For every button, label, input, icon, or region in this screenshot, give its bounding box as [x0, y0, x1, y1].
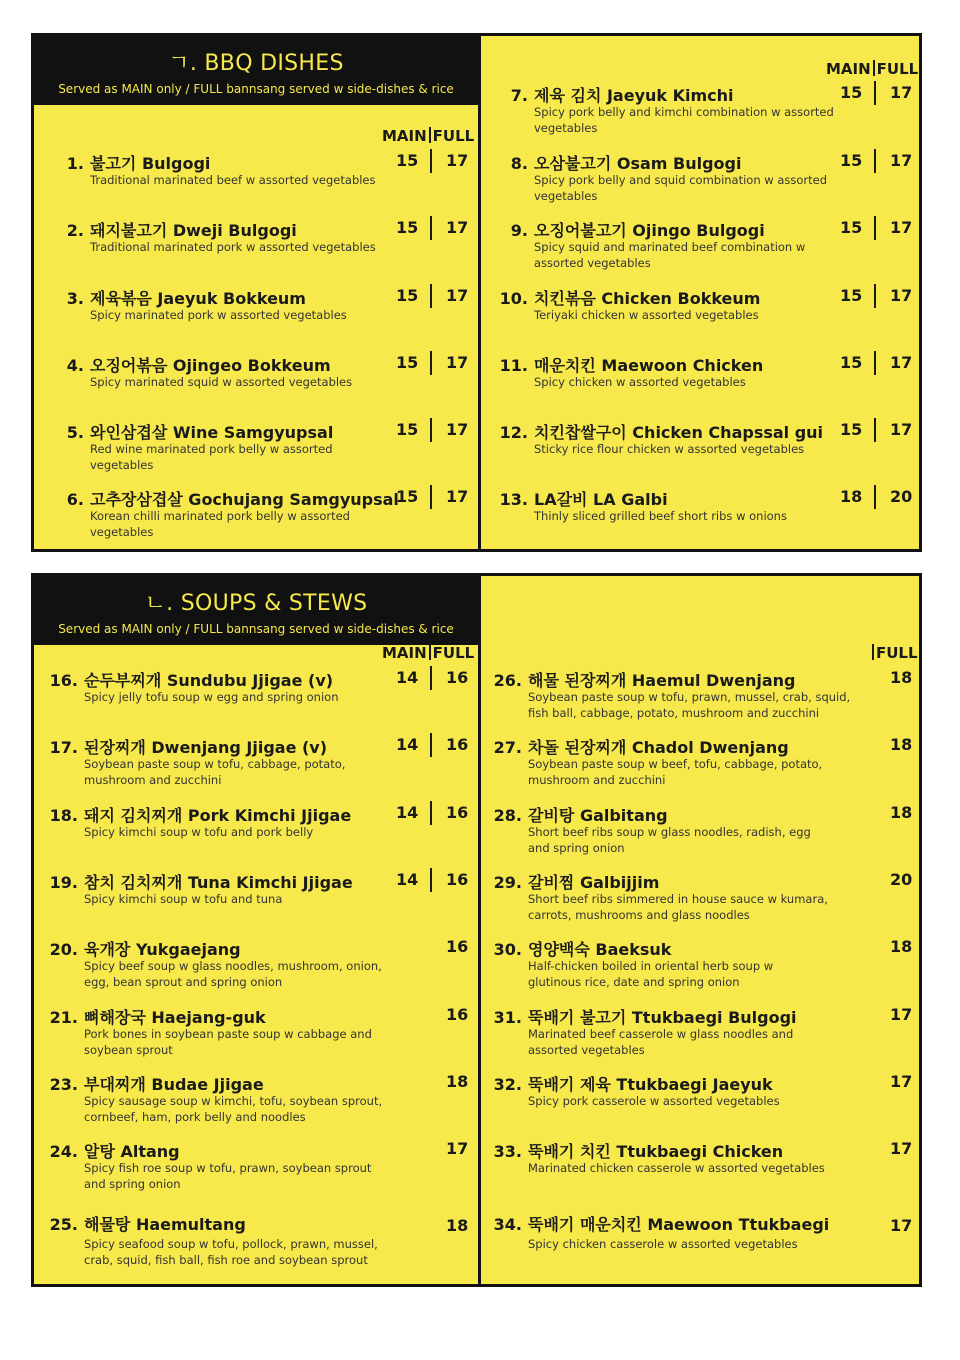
bbq-right-column-headers — [826, 60, 918, 78]
soups-left-column-headers — [382, 644, 474, 662]
item-description: Marinated chicken casserole w assorted vegetables — [528, 1161, 825, 1175]
item-description: Spicy seafood soup w tofu, pollock, prawn, mussel, crab, squid, fish ball, fish roe and soybean sprout — [84, 1237, 378, 1267]
price-separator — [874, 284, 876, 308]
full-price: 18 — [446, 1072, 469, 1091]
item-title: 뼈해장국 Haejang-guk — [84, 1008, 266, 1027]
item-title: 차돌 된장찌개 Chadol Dwenjang — [528, 738, 789, 757]
main-price: 15 — [396, 286, 419, 305]
main-price: 15 — [840, 83, 863, 102]
item-name — [48, 1072, 264, 1095]
item-description: Soybean paste soup w tofu, cabbage, potato, mushroom and zucchini — [84, 757, 346, 787]
item-name — [48, 803, 351, 826]
item-title: 갈비찜 Galbijjim — [528, 873, 660, 892]
bbq-title: ㄱ. BBQ DISHES — [168, 51, 344, 76]
main-price: 15 — [396, 420, 419, 439]
item-name — [498, 353, 763, 376]
main-price: 15 — [840, 420, 863, 439]
full-price: 16 — [446, 668, 469, 687]
full-price: 18 — [446, 1216, 469, 1235]
price-separator — [430, 216, 432, 240]
item-title: 돼지불고기 Dweji Bulgogi — [90, 221, 297, 240]
item-number: 28. — [493, 806, 522, 825]
soups-header — [34, 576, 478, 645]
item-title: 부대찌개 Budae Jjigae — [84, 1075, 264, 1094]
item-name — [48, 937, 241, 960]
item-title: 치킨찹쌀구이 Chicken Chapssal gui — [534, 423, 824, 442]
item-name — [54, 286, 306, 309]
main-column-label: MAIN — [826, 60, 871, 78]
main-column-label: MAIN — [382, 644, 427, 662]
full-price: 17 — [446, 286, 469, 305]
full-price: 17 — [446, 218, 469, 237]
item-name — [498, 286, 760, 309]
item-number: 5. — [66, 423, 84, 442]
item-name — [54, 218, 297, 241]
full-price: 18 — [890, 735, 913, 754]
item-number: 27. — [493, 738, 522, 757]
item-title: 순두부찌개 Sundubu Jjigae (v) — [84, 671, 334, 690]
item-number: 25. — [49, 1215, 78, 1234]
price-separator — [874, 216, 876, 240]
item-number: 4. — [66, 356, 84, 375]
item-description: Spicy jelly tofu soup w egg and spring onion — [84, 690, 339, 704]
full-price: 17 — [890, 1072, 913, 1091]
item-number: 1. — [66, 154, 84, 173]
full-price: 16 — [446, 1005, 469, 1024]
full-price: 17 — [890, 1139, 913, 1158]
item-title: 뚝배기 불고기 Ttukbaegi Bulgogi — [528, 1008, 797, 1027]
full-price: 16 — [446, 735, 469, 754]
full-price: 20 — [890, 487, 913, 506]
column-divider — [478, 36, 481, 549]
full-price: 17 — [446, 420, 469, 439]
full-price: 17 — [890, 286, 913, 305]
item-description: Korean chilli marinated pork belly w assorted vegetables — [90, 509, 350, 539]
full-price: 17 — [890, 1005, 913, 1024]
item-title: 영양백숙 Baeksuk — [528, 940, 672, 959]
full-price: 17 — [446, 151, 469, 170]
item-number: 7. — [510, 86, 528, 105]
full-price: 17 — [446, 487, 469, 506]
bbq-left-column-headers — [382, 127, 474, 145]
item-description: Short beef ribs soup w glass noodles, radish, egg and spring onion — [528, 825, 811, 855]
item-description: Spicy kimchi soup w tofu and pork belly — [84, 825, 314, 839]
item-name — [492, 668, 795, 691]
item-title: 치킨볶음 Chicken Bokkeum — [534, 289, 761, 308]
price-separator — [430, 351, 432, 375]
full-price: 17 — [890, 353, 913, 372]
item-title: 매운치킨 Maewoon Chicken — [534, 356, 764, 375]
item-number: 20. — [49, 940, 78, 959]
item-title: 뚝배기 치킨 Ttukbaegi Chicken — [528, 1142, 784, 1161]
item-description: Spicy beef soup w glass noodles, mushroom, onion, egg, bean sprout and spring onion — [84, 959, 382, 989]
item-title: 오징어볶음 Ojingeo Bokkeum — [90, 356, 331, 375]
item-description: Spicy chicken casserole w assorted vegetables — [528, 1237, 798, 1251]
item-number: 12. — [499, 423, 528, 442]
item-number: 24. — [49, 1142, 78, 1161]
item-number: 2. — [66, 221, 84, 240]
item-description: Spicy pork belly and kimchi combination w assorted vegetables — [534, 105, 834, 135]
price-separator — [874, 485, 876, 509]
item-name — [492, 1212, 829, 1235]
item-title: 해물 된장찌개 Haemul Dwenjang — [528, 671, 796, 690]
main-price: 15 — [396, 487, 419, 506]
main-price: 15 — [840, 286, 863, 305]
full-price: 17 — [446, 1139, 469, 1158]
item-name — [492, 1139, 783, 1162]
item-name — [48, 1212, 246, 1235]
main-price: 15 — [840, 151, 863, 170]
main-column-label: MAIN — [382, 127, 427, 145]
item-name — [54, 420, 333, 443]
main-price: 14 — [396, 735, 419, 754]
price-separator — [430, 485, 432, 509]
item-number: 18. — [49, 806, 78, 825]
item-description: Spicy pork casserole w assorted vegetables — [528, 1094, 780, 1108]
column-separator — [873, 60, 875, 76]
full-column-label: FULL — [876, 60, 919, 78]
soups-stews-panel — [31, 573, 922, 1287]
item-title: LA갈비 LA Galbi — [534, 490, 668, 509]
item-number: 13. — [499, 490, 528, 509]
main-price: 14 — [396, 668, 419, 687]
price-separator — [430, 733, 432, 757]
item-number: 9. — [510, 221, 528, 240]
item-description: Spicy fish roe soup w tofu, prawn, soybean sprout and spring onion — [84, 1161, 372, 1191]
item-number: 11. — [499, 356, 528, 375]
item-description: Spicy chicken w assorted vegetables — [534, 375, 746, 389]
item-description: Marinated beef casserole w glass noodles and assorted vegetables — [528, 1027, 794, 1057]
item-name — [54, 353, 331, 376]
item-description: Red wine marinated pork belly w assorted vegetables — [90, 442, 333, 472]
item-description: Spicy squid and marinated beef combination w assorted vegetables — [534, 240, 806, 270]
item-number: 8. — [510, 154, 528, 173]
item-description: Spicy pork belly and squid combination w assorted vegetables — [534, 173, 828, 203]
item-name — [492, 1072, 773, 1095]
item-title: 해물탕 Haemultang — [84, 1215, 246, 1234]
main-price: 14 — [396, 870, 419, 889]
full-price: 17 — [890, 83, 913, 102]
item-title: 제육볶음 Jaeyuk Bokkeum — [90, 289, 306, 308]
item-title: 갈비탕 Galbitang — [528, 806, 668, 825]
item-name — [498, 420, 823, 443]
item-description: Teriyaki chicken w assorted vegetables — [534, 308, 759, 322]
full-price: 20 — [890, 870, 913, 889]
item-name — [492, 735, 789, 758]
item-name — [492, 870, 659, 893]
full-price: 16 — [446, 803, 469, 822]
item-number: 19. — [49, 873, 78, 892]
bbq-header — [34, 36, 478, 105]
item-title: 뚝배기 제육 Ttukbaegi Jaeyuk — [528, 1075, 773, 1094]
item-number: 10. — [499, 289, 528, 308]
item-title: 고추장삼겹살 Gochujang Samgyupsal — [90, 490, 399, 509]
item-number: 33. — [493, 1142, 522, 1161]
main-price: 15 — [396, 151, 419, 170]
item-description: Sticky rice flour chicken w assorted vegetables — [534, 442, 805, 456]
item-name — [498, 487, 668, 510]
item-name — [48, 1139, 180, 1162]
item-description: Traditional marinated beef w assorted vegetables — [90, 173, 376, 187]
item-number: 3. — [66, 289, 84, 308]
full-column-label: FULL — [876, 644, 918, 662]
item-title: 와인삼겹살 Wine Samgyupsal — [90, 423, 334, 442]
price-separator — [430, 801, 432, 825]
column-divider — [478, 576, 481, 1284]
soups-right-column-headers — [870, 644, 918, 662]
main-price: 15 — [396, 218, 419, 237]
price-separator — [874, 149, 876, 173]
item-name — [492, 803, 668, 826]
item-number: 6. — [66, 490, 84, 509]
price-separator — [430, 284, 432, 308]
main-price: 15 — [396, 353, 419, 372]
item-description: Thinly sliced grilled beef short ribs w onions — [534, 509, 787, 523]
item-title: 제육 김치 Jaeyuk Kimchi — [534, 86, 734, 105]
full-price: 17 — [446, 353, 469, 372]
main-price: 18 — [840, 487, 863, 506]
item-number: 31. — [493, 1008, 522, 1027]
item-description: Spicy marinated pork w assorted vegetables — [90, 308, 347, 322]
item-description: Traditional marinated pork w assorted vegetables — [90, 240, 376, 254]
full-price: 18 — [890, 803, 913, 822]
item-title: 불고기 Bulgogi — [90, 154, 211, 173]
item-description: Half-chicken boiled in oriental herb soup w glutinous rice, date and spring onion — [528, 959, 774, 989]
item-number: 32. — [493, 1075, 522, 1094]
item-title: 된장찌개 Dwenjang Jjigae (v) — [84, 738, 328, 757]
item-description: Spicy sausage soup w kimchi, tofu, soybean sprout, cornbeef, ham, pork belly and noodles — [84, 1094, 383, 1124]
item-number: 17. — [49, 738, 78, 757]
item-name — [498, 151, 741, 174]
price-separator — [430, 149, 432, 173]
main-price: 15 — [840, 353, 863, 372]
item-description: Spicy kimchi soup w tofu and tuna — [84, 892, 283, 906]
full-price: 17 — [890, 218, 913, 237]
item-name — [48, 668, 333, 691]
item-title: 육개장 Yukgaejang — [84, 940, 241, 959]
price-separator — [430, 418, 432, 442]
price-separator — [874, 351, 876, 375]
main-price: 14 — [396, 803, 419, 822]
column-separator — [429, 644, 431, 660]
item-description: Soybean paste soup w beef, tofu, cabbage, potato, mushroom and zucchini — [528, 757, 823, 787]
item-name — [48, 735, 327, 758]
item-description: Soybean paste soup w tofu, prawn, mussel, crab, squid, fish ball, cabbage, potato, mushroom and zucchini — [528, 690, 851, 720]
item-number: 16. — [49, 671, 78, 690]
price-separator — [874, 81, 876, 105]
full-price: 16 — [446, 870, 469, 889]
item-number: 23. — [49, 1075, 78, 1094]
item-number: 29. — [493, 873, 522, 892]
item-name — [492, 937, 671, 960]
item-title: 돼지 김치찌개 Pork Kimchi Jjigae — [84, 806, 352, 825]
item-title: 오삼불고기 Osam Bulgogi — [534, 154, 742, 173]
full-price: 17 — [890, 420, 913, 439]
column-separator — [429, 127, 431, 143]
item-name — [492, 1005, 797, 1028]
bbq-subtitle: Served as MAIN only / FULL bannsang served w side-dishes & rice — [58, 82, 454, 96]
full-column-label: FULL — [432, 127, 475, 145]
column-separator — [872, 644, 874, 660]
item-title: 참치 김치찌개 Tuna Kimchi Jjigae — [84, 873, 353, 892]
full-price: 18 — [890, 668, 913, 687]
full-price: 17 — [890, 151, 913, 170]
item-number: 30. — [493, 940, 522, 959]
bbq-dishes-panel — [31, 33, 922, 552]
full-column-label: FULL — [432, 644, 475, 662]
item-description: Short beef ribs simmered in house sauce w kumara, carrots, mushrooms and glass noodles — [528, 892, 828, 922]
item-name — [54, 151, 210, 174]
item-description: Pork bones in soybean paste soup w cabbage and soybean sprout — [84, 1027, 372, 1057]
soups-subtitle: Served as MAIN only / FULL bannsang served w side-dishes & rice — [58, 622, 454, 636]
item-number: 34. — [493, 1215, 522, 1234]
item-name — [54, 487, 399, 510]
full-price: 16 — [446, 937, 469, 956]
item-name — [498, 218, 765, 241]
item-name — [498, 83, 734, 106]
main-price: 15 — [840, 218, 863, 237]
price-separator — [430, 868, 432, 892]
full-price: 17 — [890, 1216, 913, 1235]
price-separator — [874, 418, 876, 442]
item-title: 오징어불고기 Ojingo Bulgogi — [534, 221, 765, 240]
item-title: 알탕 Altang — [84, 1142, 180, 1161]
item-number: 21. — [49, 1008, 78, 1027]
item-number: 26. — [493, 671, 522, 690]
price-separator — [430, 666, 432, 690]
item-description: Spicy marinated squid w assorted vegetables — [90, 375, 353, 389]
item-title: 뚝배기 매운치킨 Maewoon Ttukbaegi — [528, 1215, 830, 1234]
full-price: 18 — [890, 937, 913, 956]
soups-title: ㄴ. SOUPS & STEWS — [144, 591, 368, 616]
item-name — [48, 1005, 266, 1028]
item-name — [48, 870, 353, 893]
